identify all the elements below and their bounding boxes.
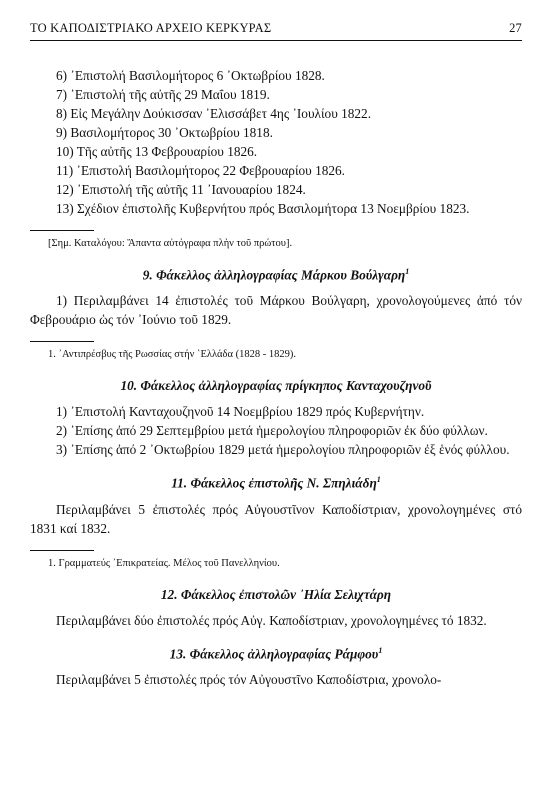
section-10-item: 1) ᾿Επιστολή Κανταχουζηνοῦ 14 Νοεμβρίου 1829 πρός Κυβερνήτην. — [56, 404, 425, 420]
catalog-note: [Σημ. Καταλόγου: Ἅπαντα αὐτόγραφα πλὴν τοῦ πρώτου]. — [48, 238, 293, 249]
list-item: 6) ᾿Επιστολή Βασιλομήτορος 6 ᾿Οκτωβρίου 1828. — [56, 68, 325, 83]
list-item: 9) Βασιλομήτορος 30 ᾿Οκτωβρίου 1818. — [56, 125, 273, 140]
section-9-footnote: 1. ᾿Αντιπρέσβυς τῆς Ρωσσίας στήν ῾Ελλάδα (1828 - 1829). — [48, 349, 296, 361]
section-13-text: Περιλαμβάνει 5 ἐπιστολές πρός τόν Αὐγουστῖνο Καποδίστρια, χρονολο- — [56, 672, 442, 688]
running-header — [30, 18, 522, 41]
section-10-title-text: 10. Φάκελλος ἀλληλογραφίας πρίγκηπος Κανταχουζηνοῦ — [120, 378, 432, 394]
section-13-title — [30, 646, 522, 662]
section-9-text: 1) Περιλαμβάνει 14 ἐπιστολές τοῦ Μάρκου Βούλγαρη, χρονολογούμενες ἀπό τόν Φεβρουάριο ὡς τόν ᾿Ιούνιο τοῦ 1829. — [30, 293, 522, 328]
page-number: 27 — [509, 21, 522, 35]
list-item: 7) ᾿Επιστολή τῆς αὐτῆς 29 Μαΐου 1819. — [56, 87, 270, 102]
section-13-title-text: 13. Φάκελλος ἀλληλογραφίας Ράμφου — [169, 646, 379, 662]
footnote-divider — [30, 230, 94, 231]
footnote-divider — [30, 550, 94, 551]
footnote-mark: 1 — [376, 475, 381, 485]
list-item: 13) Σχέδιον ἐπιστολῆς Κυβερνήτου πρός Βασιλομήτορα 13 Νοεμβρίου 1823. — [56, 201, 470, 216]
section-9-title-text: 9. Φάκελλος ἀλληλογραφίας Μάρκου Βούλγαρη — [142, 267, 406, 283]
page-content — [30, 66, 522, 689]
section-10-item: 3) ᾿Επίσης ἀπό 2 ᾿Οκτωβρίου 1829 μετά ἡμερολογίου πληροφοριῶν ἐξ ἑνός φύλλου. — [56, 442, 510, 458]
section-10-title — [30, 378, 522, 394]
section-10-item: 2) ᾿Επίσης ἀπό 29 Σεπτεμβρίου μετά ἡμερολογίου πληροφοριῶν ἐκ δύο φύλλων. — [56, 423, 488, 439]
section-12-text: Περιλαμβάνει δύο ἐπιστολές πρός Αὐγ. Καποδίστριαν, χρονολογημένες τό 1832. — [56, 612, 487, 628]
section-12-title-text: 12. Φάκελλος ἐπιστολῶν ᾿Ηλία Σελιχτάρη — [160, 586, 392, 602]
header-title: ΤΟ ΚΑΠΟΔΙΣΤΡΙΑΚΟ ΑΡΧΕΙΟ ΚΕΡΚΥΡΑΣ — [30, 21, 272, 35]
section-11-text: Περιλαμβάνει 5 ἐπιστολές πρός Αὐγουστῖνον Καποδίστριαν, χρονολογημένες στό 1831 καί 1832. — [30, 501, 522, 536]
section-12-title — [30, 587, 522, 603]
section-11-title-text: 11. Φάκελλος ἐπιστολῆς Ν. Σπηλιάδη — [171, 475, 377, 491]
section-9-title — [30, 267, 522, 283]
footnote-mark: 1 — [378, 645, 383, 655]
list-item: 11) ᾿Επιστολή Βασιλομήτορος 22 Φεβρουαρίου 1826. — [56, 163, 345, 178]
letter-list — [30, 66, 522, 218]
section-11-footnote: 1. Γραμματεύς ᾿Επικρατείας. Μέλος τοῦ Πανελληνίου. — [48, 557, 280, 569]
list-item: 12) ᾿Επιστολή τῆς αὐτῆς 11 ᾿Ιανουαρίου 1824. — [56, 182, 306, 197]
list-item: 10) Τῆς αὐτῆς 13 Φεβρουαρίου 1826. — [56, 144, 258, 159]
footnote-divider — [30, 341, 94, 342]
footnote-mark: 1 — [405, 267, 410, 276]
list-item: 8) Εἰς Μεγάλην Δούκισσαν ᾿Ελισσάβετ 4ης ᾿Ιουλίου 1822. — [56, 106, 372, 121]
section-11-title — [30, 475, 522, 491]
